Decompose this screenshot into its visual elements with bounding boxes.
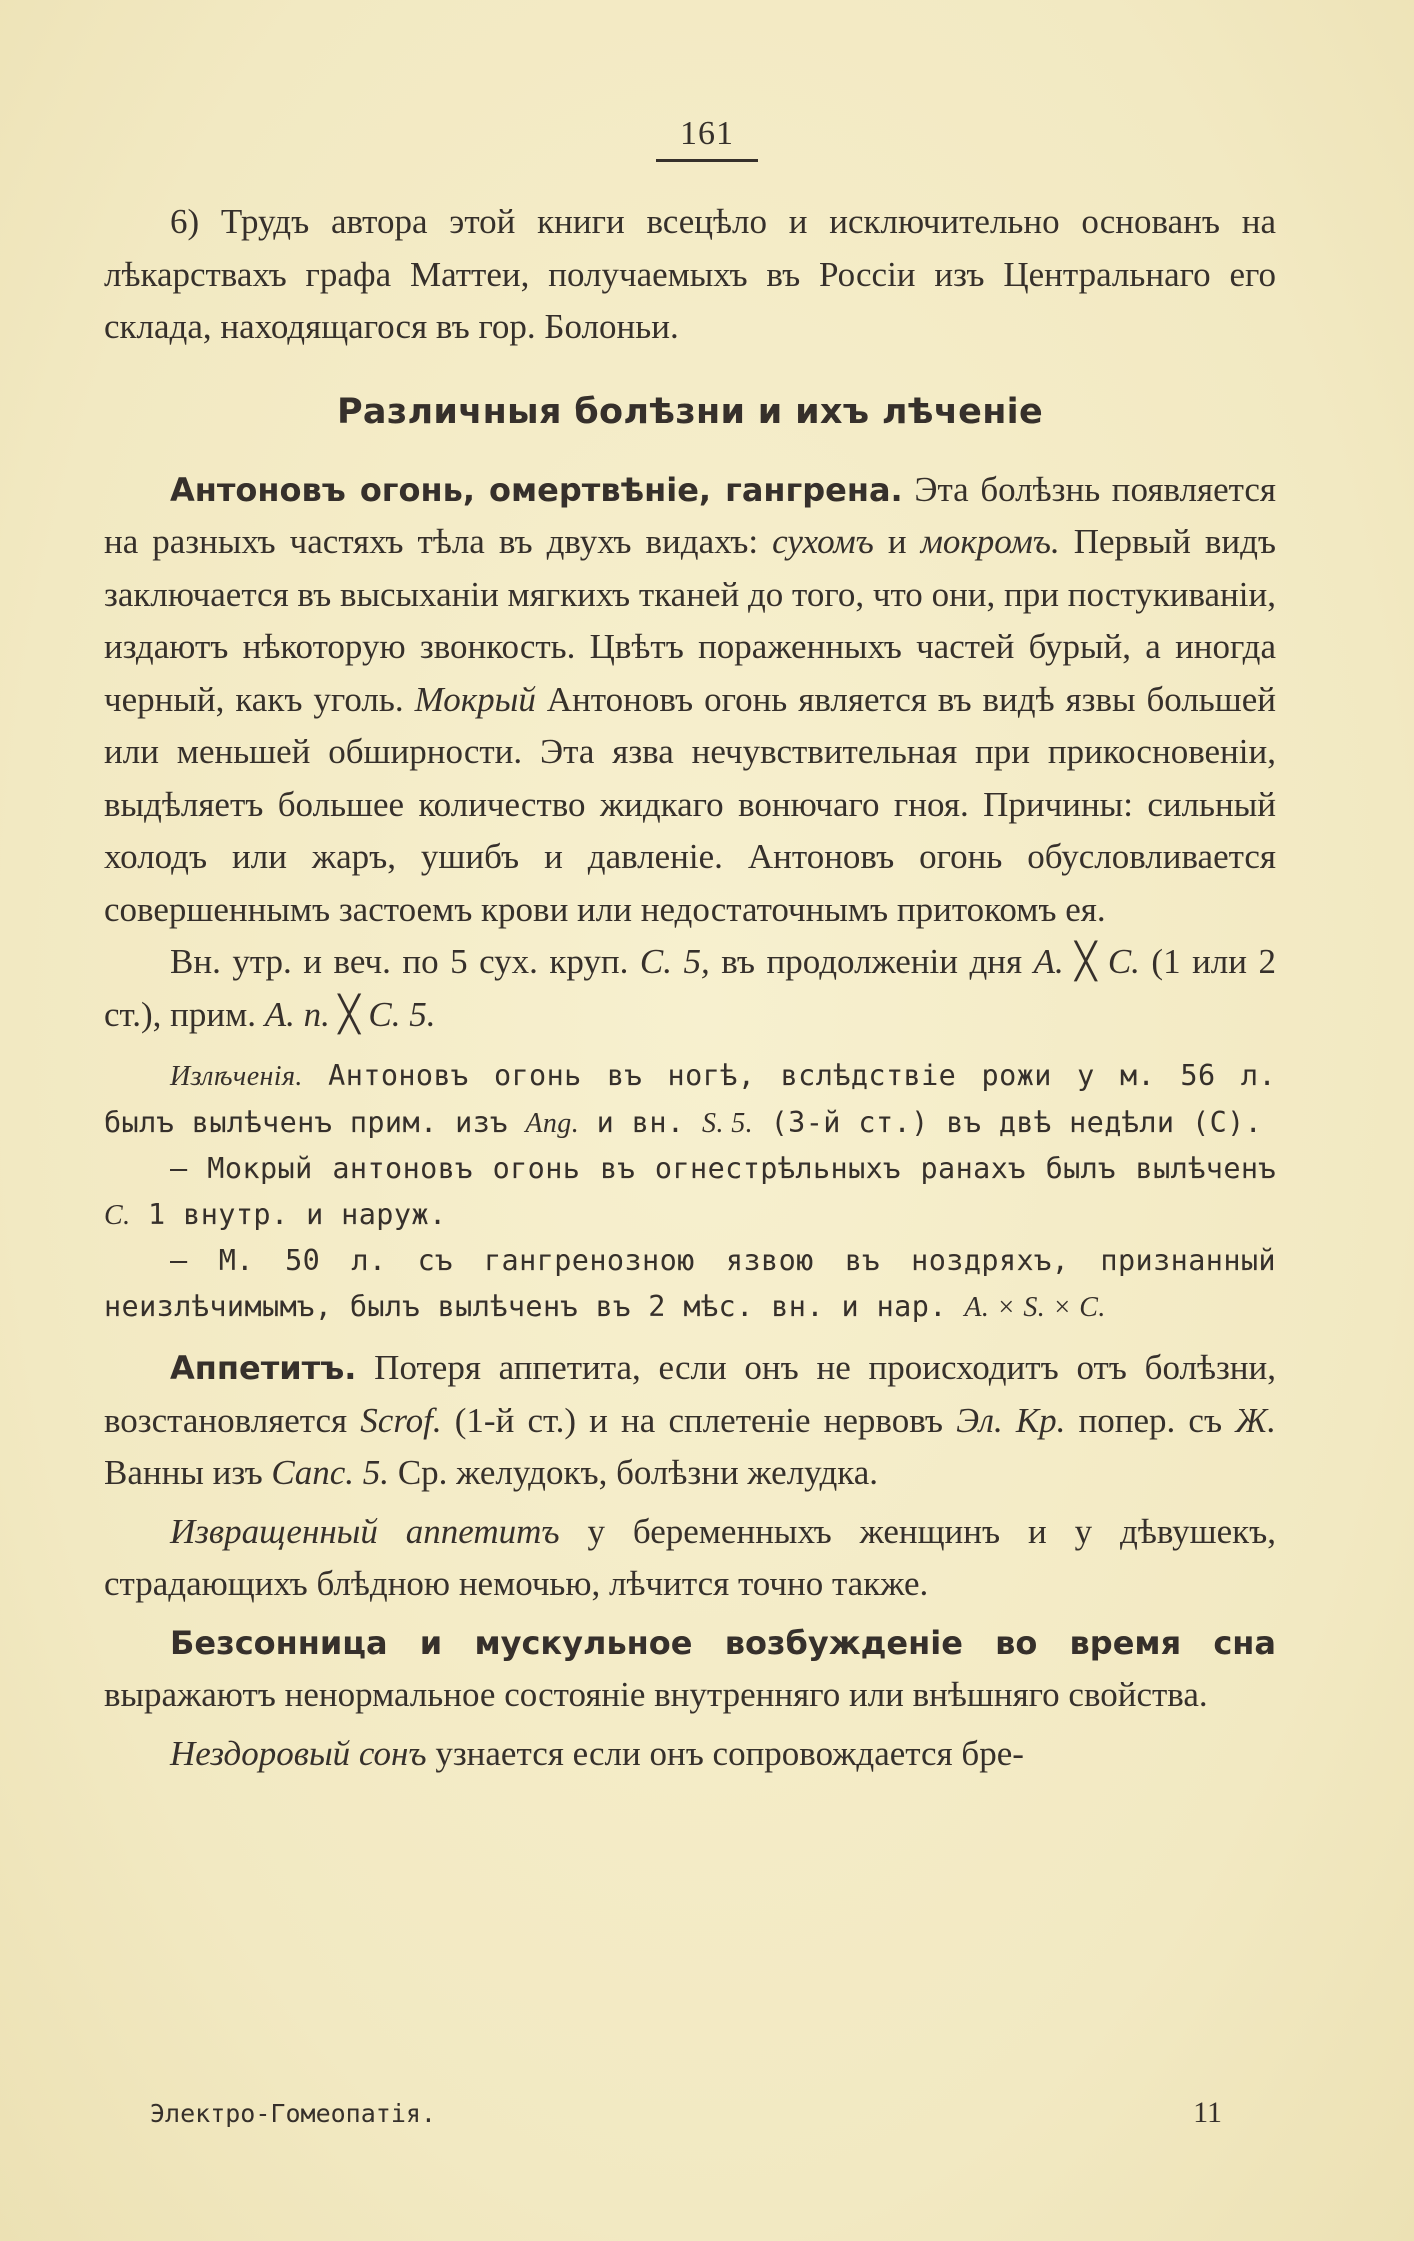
antonov-heading: Антоновъ огонь, омертвѣніе, гангрена.: [170, 470, 903, 509]
page-content: [104, 196, 1276, 1780]
appetite-heading: Аппетитъ.: [170, 1349, 357, 1387]
insomnia-text: выражаютъ ненормальное состояніе внутренняго или внѣшняго свойства.: [104, 1675, 1208, 1714]
appetite-paragraph: [104, 1342, 1276, 1500]
page-footer: [150, 2096, 1222, 2130]
section-title: Различныя болѣзни и ихъ лѣченіе: [336, 391, 1044, 432]
antonov-text-1: Эта болѣзнь появляется на разныхъ частяхъ тѣла въ двухъ видахъ:: [104, 469, 1276, 561]
dosage-italic-1: С. 5,: [639, 942, 710, 981]
case-3-italic: А. × S. × С.: [964, 1291, 1106, 1323]
dosage-italic-2: А. ╳ С.: [1033, 942, 1140, 981]
dosage-paragraph: [104, 936, 1276, 1041]
footer-signature-mark: 11: [1193, 2096, 1222, 2129]
appetite-italic-3: Ж.: [1235, 1400, 1277, 1440]
cures-text-1: Антоновъ огонь въ ногѣ, вслѣдствіе рожи у м. 56 л. былъ вылѣченъ прим. изъ: [104, 1059, 1276, 1139]
appetite-text-1: Потеря аппетита, если онъ не происходитъ отъ болѣзни, возстановляется: [104, 1348, 1276, 1440]
cures-italic-2: S. 5.: [702, 1107, 754, 1139]
cures-text-2: и вн.: [579, 1105, 703, 1139]
perverted-appetite-italic: Извращенный аппетитъ: [170, 1511, 560, 1551]
dosage-italic-3: А. п. ╳ С. 5.: [264, 994, 436, 1034]
perverted-appetite-text: у беременныхъ женщинъ и у дѣвушекъ, страдающихъ блѣдною немочью, лѣчится точно также.: [104, 1511, 1276, 1603]
sleep-paragraph: [104, 1728, 1276, 1781]
cures-italic-1: Ang.: [525, 1107, 580, 1139]
antonov-text-3: Первый видъ заключается въ высыханіи мягкихъ тканей до того, что они, при постукиваніи, издаютъ нѣкоторую звонкость. Цвѣтъ пораженныхъ частей бурый, а иногда черный, какъ уголь.: [104, 522, 1276, 719]
appetite-text-3: попер. съ: [1065, 1400, 1236, 1440]
cures-label: Излѣченія.: [170, 1061, 303, 1092]
dosage-text-1: Вн. утр. и веч. по 5 сух. круп.: [170, 942, 640, 981]
insomnia-paragraph: [104, 1617, 1276, 1722]
dosage-text-3: (1 или 2 ст.), прим.: [104, 942, 1276, 1034]
antonov-italic-1: сухомъ: [772, 522, 874, 561]
appetite-text-2: (1-й ст.) и на сплетеніе нервовъ: [441, 1400, 957, 1440]
antonov-text-4: Антоновъ огонь является въ видѣ язвы большей или меньшей обширности. Эта язва нечувствительная при прикосновеніи, выдѣляетъ большее количество жидкаго вонючаго гноя. Причины: сильный холодъ или жаръ, ушибъ и давленіе. Антоновъ огонь обусловливается совершеннымъ застоемъ крови или недостаточнымъ притокомъ ея.: [104, 679, 1276, 929]
antonov-italic-2: мокромъ.: [920, 522, 1060, 561]
page-header: [0, 115, 1414, 162]
page-number: 161: [656, 115, 758, 162]
appetite-text-5: Ср. желудокъ, болѣзни желудка.: [389, 1453, 879, 1492]
appetite-italic-1: Scrof.: [360, 1400, 442, 1440]
insomnia-heading: Безсонница и мускульное возбужденіе во время сна: [170, 1623, 1276, 1662]
case-2-text: — Мокрый антоновъ огонь въ огнестрѣльныхъ ранахъ былъ вылѣченъ: [170, 1152, 1276, 1185]
antonov-paragraph: [104, 464, 1276, 937]
footer-book-title: Электро-Гомеопатія.: [150, 2099, 436, 2128]
sleep-text: узнается если онъ сопровождается бре-: [426, 1733, 1024, 1773]
sleep-italic: Нездоровый сонъ: [170, 1733, 427, 1773]
perverted-appetite-paragraph: [104, 1506, 1276, 1611]
antonov-text-2: и: [873, 522, 921, 561]
intro-paragraph: 6) Трудъ автора этой книги всецѣло и исключительно основанъ на лѣкарствахъ графа Маттеи, получаемыхъ въ Россіи изъ Центральнаго его склада, находящагося въ гор. Болоньи.: [104, 202, 1276, 346]
case-2-end: 1 внутр. и наруж.: [130, 1197, 447, 1231]
antonov-italic-3: Мокрый: [414, 679, 536, 719]
dosage-text-2: въ продолженіи дня: [709, 942, 1034, 981]
appetite-text-4: Ванны изъ: [104, 1453, 272, 1492]
cures-text-3: (3-й ст.) въ двѣ недѣли (С).: [753, 1105, 1263, 1139]
appetite-italic-4: Canc. 5.: [271, 1453, 390, 1492]
cures-case-2: [104, 1146, 1276, 1238]
case-3-text: — М. 50 л. съ гангренозною язвою въ ноздряхъ, признанный неизлѣчимымъ, былъ вылѣченъ въ 2 мѣс. вн. и нар.: [104, 1244, 1276, 1323]
cures-paragraph: [104, 1053, 1276, 1146]
appetite-italic-2: Эл. Кр.: [956, 1400, 1066, 1440]
case-2-italic: С.: [104, 1199, 131, 1231]
cures-case-3: [104, 1238, 1276, 1330]
